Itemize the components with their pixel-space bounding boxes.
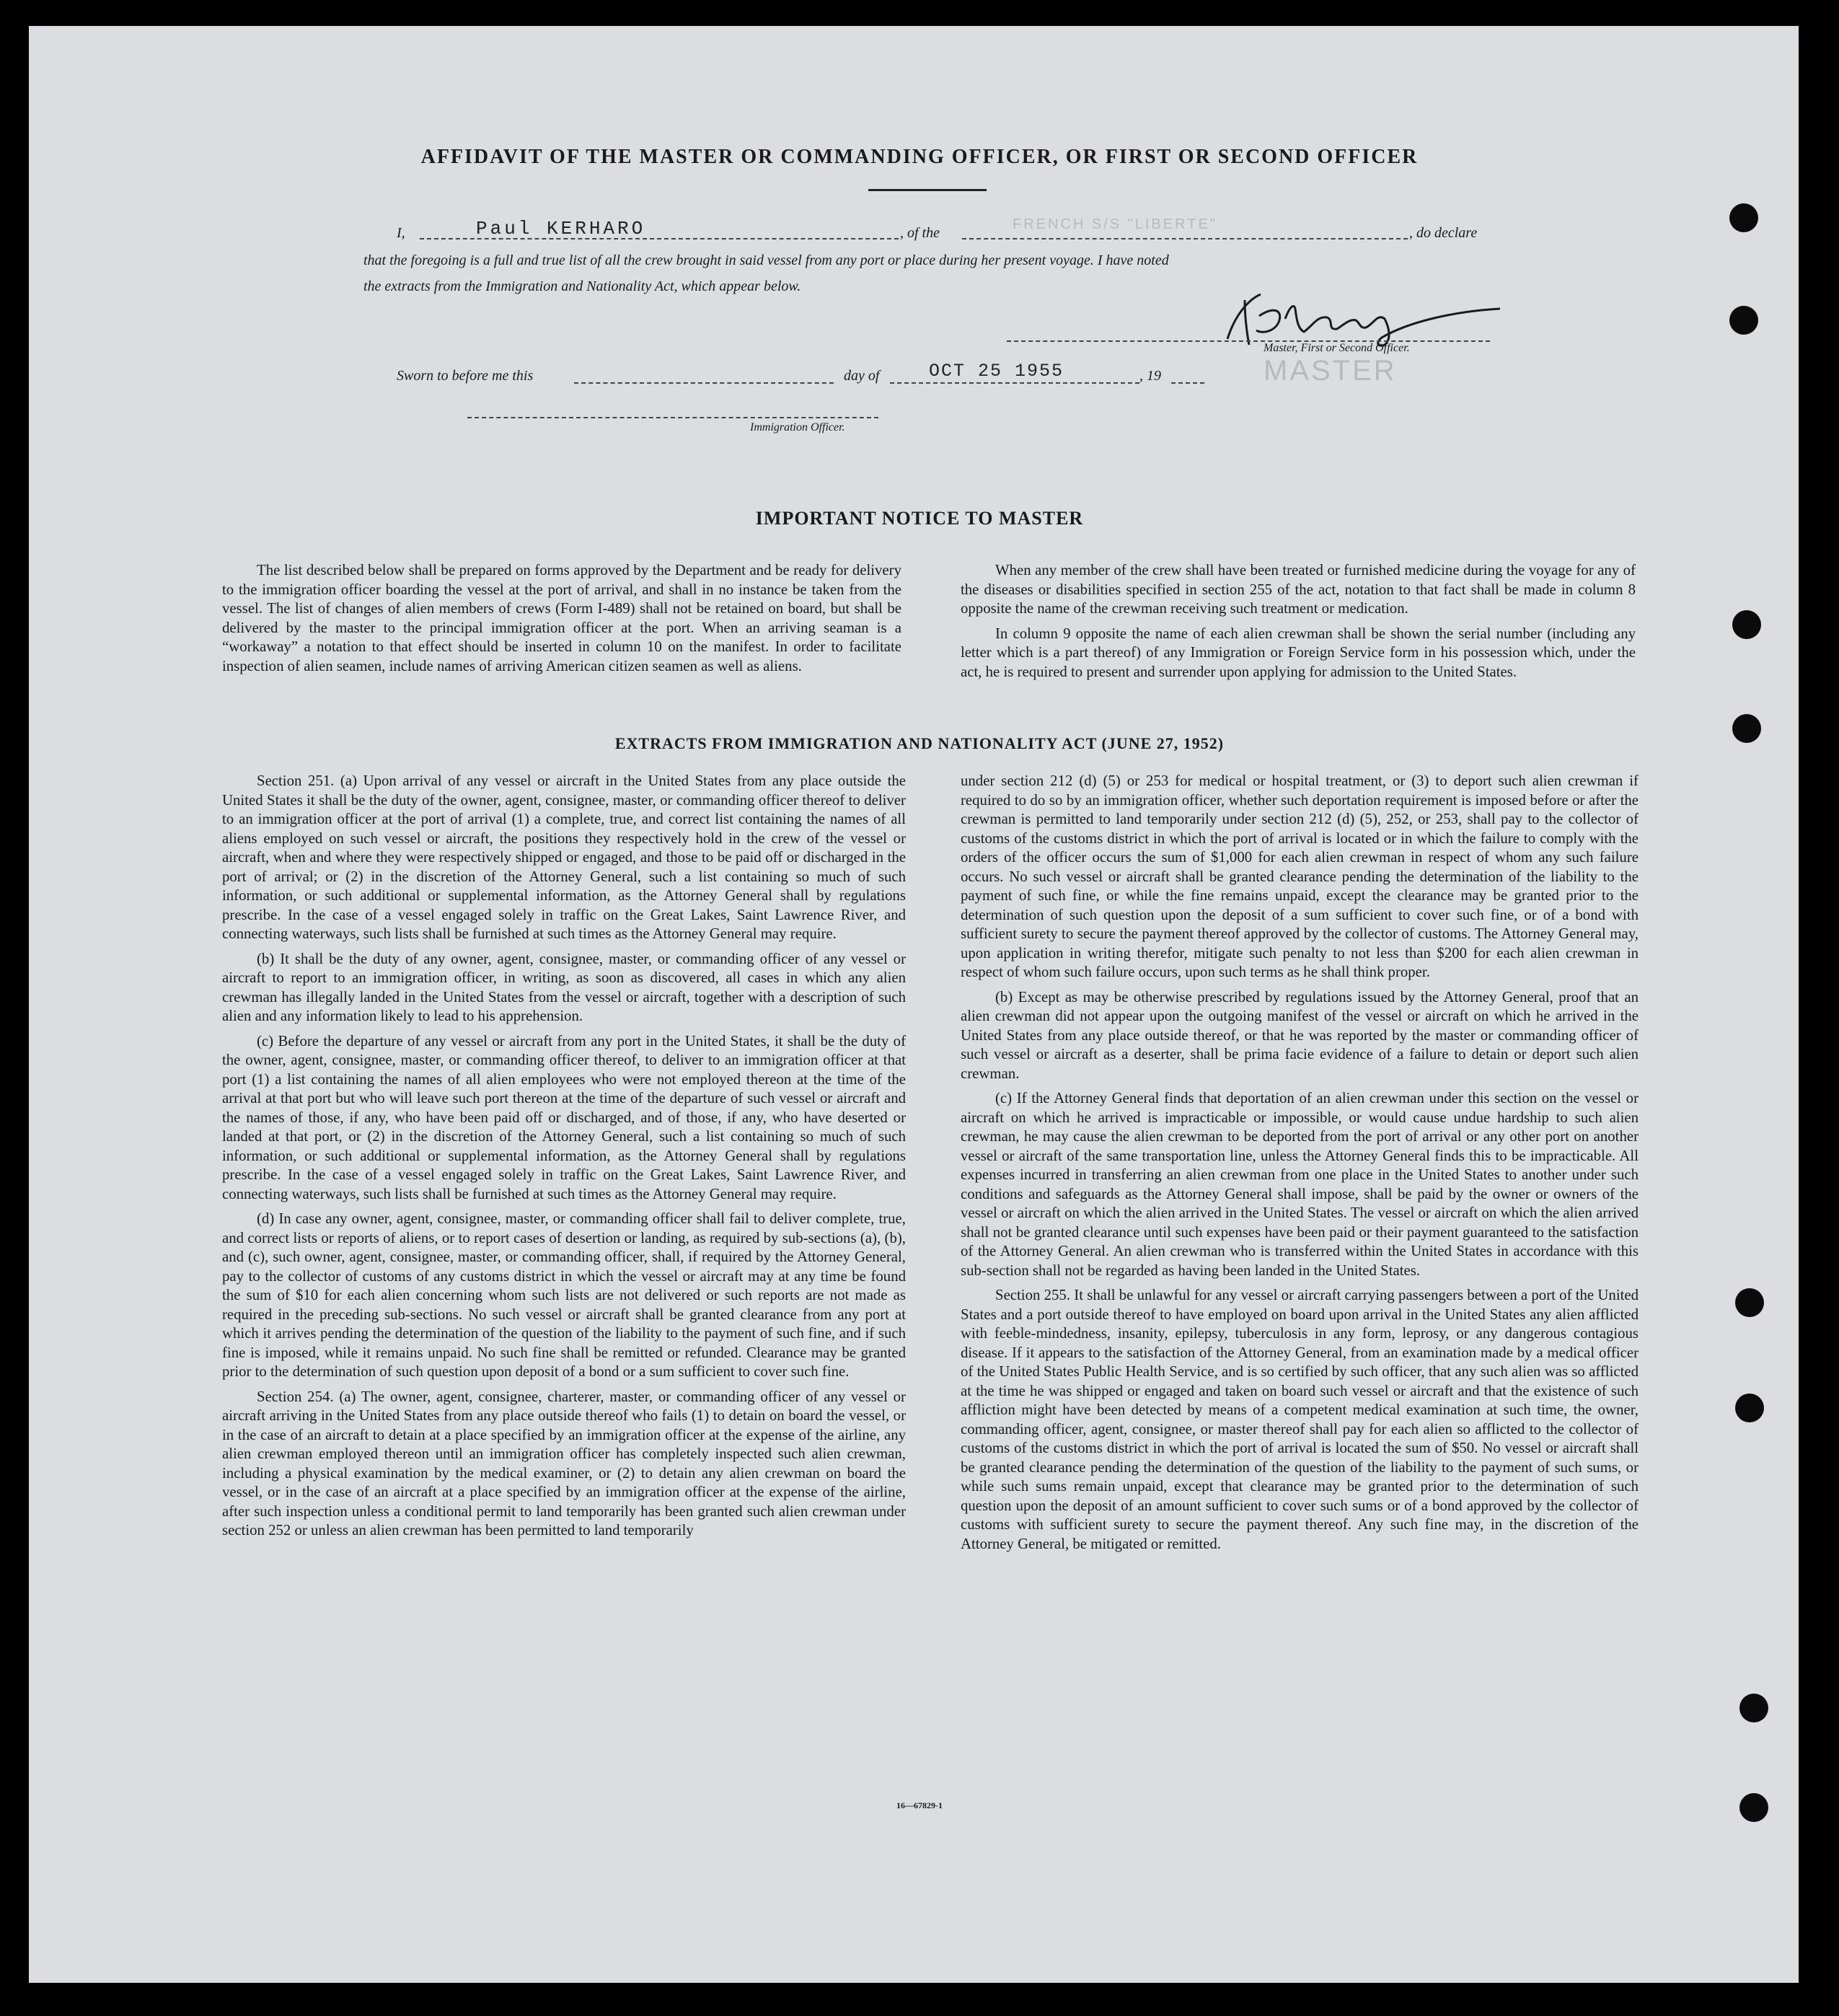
officer-caption: Immigration Officer. [750,421,845,433]
day-of-label: day of [844,368,880,384]
statute-paragraph: (c) Before the departure of any vessel or aircraft from any port in the United States, it shall be the duty of the owner, agent, consignee, master, or commanding officer thereof, to deliver to an immigration officer at that port (1) a list containing the names of all alien employees who were not employed thereon at the time of the arrival at that port but who will leave such port thereon at the time of the departure of such vessel or aircraft and the names of those, if any, who have been paid off or discharged, and of those, if any, who have deserted or landed at that port, or (2) in the discretion of the Attorney General, such a list containing so much of such information, or such additional or supplemental information, as the Attorney General shall by regulations prescribe. In the case of a vessel engaged solely in traffic on the Great Lakes, Saint Lawrence River, and connecting waterways, such lists shall be furnished at such times as the Attorney General may require. [222,1032,906,1202]
binder-hole [1739,1694,1768,1722]
affidavit-title: AFFIDAVIT OF THE MASTER OR COMMANDING OFFICER, OR FIRST OR SECOND OFFICER [420,146,1419,168]
year-label: , 19 [1139,368,1161,384]
sworn-day-line [574,382,834,384]
do-declare-label: , do declare [1409,225,1478,241]
binder-hole [1735,1394,1764,1422]
affidavit-text-line2: the extracts from the Immigration and Nationality Act, which appear below. [363,278,801,294]
binder-hole [1732,610,1761,639]
year-line [1171,382,1204,384]
of-the-label: , of the [900,225,940,241]
sworn-label: Sworn to before me this [397,368,534,384]
extracts-title: EXTRACTS FROM IMMIGRATION AND NATIONALITY ACT (JUNE 27, 1952) [614,734,1225,752]
extracts-right-column [961,772,1639,1559]
binder-hole [1735,1288,1764,1317]
extracts-left-column [222,772,906,1546]
binder-hole [1729,203,1758,232]
i-label: I, [397,225,405,241]
form-code: 16—67829-1 [896,1800,943,1810]
notice-paragraph: In column 9 opposite the name of each alien crewman shall be shown the serial number (including any letter which is a part thereof) of any Immigration or Foreign Service form in his possession which, under the act, he is required to present and surrender upon applying for admission to the United States. [961,625,1636,680]
statute-paragraph: (b) Except as may be otherwise prescribed by regulations issued by the Attorney General, proof that an alien crewman did not appear upon the outgoing manifest of the vessel or aircraft on which he arrived in the United States from any place outside thereof, or that he was reported by the master or commanding officer of such vessel or aircraft as a deserter, shall be prima facie evidence of a failure to detain or deport such alien crewman. [961,988,1639,1082]
notice-paragraph: The list described below shall be prepared on forms approved by the Department and be ready for delivery to the immigration officer boarding the vessel at the port of arrival, and shall in no instance be taken from the vessel. The list of changes of alien members of crews (Form I-489) shall not be retained on board, but shall be delivered by the master to the principal immigration officer at the port. When an arriving seaman is a “workaway” a notation to that effect should be inserted in column 10 on the manifest. In order to facilitate inspection of alien seamen, include names of arriving American citizen seamen as well as aliens. [222,562,901,674]
statute-paragraph: Section 254. (a) The owner, agent, consignee, charterer, master, or commanding officer of any vessel or aircraft arriving in the United States from any place outside thereof who fails (1) to detain on board the vessel, or in the case of an aircraft to detain at a place specified by an immigration officer at the expense of the airline, any alien crewman employed thereon until an immigration officer has completely inspected such alien crewman, including a physical examination by the medical examiner, or (2) to detain any alien crewman on board the vessel, or in the case of an aircraft at a place specified by an immigration officer at the expense of the airline, after such inspection unless a conditional permit to land temporarily has been granted such alien crewman under section 252 or unless an alien crewman has been permitted to land temporarily [222,1388,906,1539]
statute-paragraph: (c) If the Attorney General finds that deportation of an alien crewman under this section on the vessel or aircraft on which he arrived is impracticable or impossible, or would cause undue hardship to such alien crewman, he may cause the alien crewman to be deported from the port of arrival or any other port on another vessel or aircraft of the same transportation line, unless the Attorney General finds this to be impracticable. All expenses incurred in transferring an alien crewman from one place in the United States to another under such conditions and safeguards as the Attorney General shall impose, shall be paid by the owner or owners of the vessel or aircraft on which the alien arrived in the United States. The vessel or aircraft on which the alien arrived shall not be granted clearance until such expenses have been paid or their payment guaranteed to the satisfaction of the Attorney General. An alien crewman who is transferred within the United States in accordance with this sub-section shall not be regarded as having been landed in the United States. [961,1090,1639,1279]
statute-paragraph: Section 255. It shall be unlawful for any vessel or aircraft carrying passengers between a port of the United States and a port outside thereof to have employed on board upon arrival in the United States any alien afflicted with feeble-mindedness, insanity, epilepsy, tuberculosis in any form, leprosy, or any dangerous contagious disease. If it appears to the satisfaction of the Attorney General, from an examination made by a medical officer of the United States Public Health Service, and is so certified by such officer, that any such alien was so afflicted at the time he was shipped or engaged and taken on board such vessel or aircraft and that the existence of such affliction might have been detected by means of a competent medical examination at such time, the owner, commanding officer, agent, consignee, or master thereof shall pay for each alien so afflicted to the collector of customs of the customs district in which the port of arrival is located the sum of $50. No vessel or aircraft shall be granted clearance pending the determination of the question of the liability to the payment of such sums, or while such sums remain unpaid, except that clearance may be granted prior to the determination of such question upon the deposit of an amount sufficient to cover such sums or of a bond approved by the collector of customs with sufficient surety to secure the payment thereof. Any such fine may, in the discretion of the Attorney General, be mitigated or remitted. [961,1287,1639,1552]
officer-signature-line [467,417,878,418]
title-underline [868,189,987,191]
notice-left-column [222,561,901,682]
notice-paragraph: When any member of the crew shall have been treated or furnished medicine during the voyage for any of the diseases or disabilities specified in section 255 of the act, notation to that fact shall be made in column 8 opposite the name of the crewman receiving such treatment or medication. [961,562,1636,617]
statute-paragraph: (b) It shall be the duty of any owner, agent, consignee, master, or commanding officer of any vessel or aircraft to report to an immigration officer, in writing, as soon as discovered, all cases in which any alien crewman has illegally landed in the United States from the vessel or aircraft, together with a description of such alien and any information likely to lead to his apprehension. [222,950,906,1024]
declarant-name[interactable]: Paul KERHARO [476,218,646,239]
signature-caption: Master, First or Second Officer. [1264,342,1410,354]
affidavit-text-line1: that the foregoing is a full and true list of all the crew brought in said vessel from any port or place during her present voyage. I have noted [363,252,1169,268]
sworn-month-line [890,382,1139,384]
vessel-line [962,238,1408,239]
master-stamp: MASTER [1264,355,1397,387]
statute-paragraph: (d) In case any owner, agent, consignee, master, or commanding officer shall fail to deliver complete, true, and correct lists or reports of aliens, or to report cases of desertion or landing, as required by sub-sections (a), (b), and (c), such owner, agent, consignee, master, or commanding officer, shall, if required by the Attorney General, pay to the collector of customs of any customs district in which the vessel or aircraft may at any time be found the sum of $10 for each alien concerning whom such lists are not delivered or such reports are not made as required in the preceding sub-sections. No such vessel or aircraft shall be granted clearance from any port at which it arrives pending the determination of the question of the liability to the payment of such fine, and if such fine is imposed, while it remains unpaid. No such fine shall be remitted or refunded. Clearance may be granted prior to the determination of such question upon deposit of a bond or a sum sufficient to cover such fine. [222,1210,906,1380]
statute-paragraph: Section 251. (a) Upon arrival of any vessel or aircraft in the United States from any place outside the United States it shall be the duty of the owner, agent, consignee, master, or commanding officer thereof to deliver to an immigration officer at the port of arrival (1) a complete, true, and correct list containing the names of all aliens employed on such vessel or aircraft, the positions they respectively hold in the crew of the vessel or aircraft, when and where they were respectively shipped or engaged, and those to be paid off or discharged in the port of arrival; or (2) in the discretion of the Attorney General, such a list containing so much of such information, or such additional or supplemental information, as the Attorney General shall by regulations prescribe. In the case of a vessel engaged solely in traffic on the Great Lakes, Saint Lawrence River, and connecting waterways, such lists shall be furnished at such times as the Attorney General may require. [222,772,906,942]
notice-title: IMPORTANT NOTICE TO MASTER [755,508,1084,529]
binder-hole [1729,306,1758,335]
statute-paragraph: under section 212 (d) (5) or 253 for medical or hospital treatment, or (3) to deport such alien crewman if required to do so by an immigration officer, whether such deportation requirement is imposed before or after the crewman is permitted to land temporarily under section 212 (d) (5), 252, or 253, shall pay to the collector of customs of the customs district in which the port of arrival is located or in which the failure to comply with the orders of the officer occurs the sum of $1,000 for each alien crewman in respect of whom any such failure occurs. No such vessel or aircraft shall be granted clearance pending the determination of the liability to the payment of such fine, or while the fine remains unpaid, except the clearance may be granted prior to the determination of such question upon the deposit of a sum sufficient to cover such fine, or of a bond with sufficient surety to secure the payment thereof approved by the collector of customs. The Attorney General may, upon application in writing therefor, mitigate such penalty to not less than $200 for each alien crewman in respect of whom such failure occurs, upon such terms as he shall think proper. [961,772,1639,980]
vessel-name[interactable]: FRENCH S/S "LIBERTE" [1013,216,1217,232]
sworn-date-stamp[interactable]: OCT 25 1955 [929,361,1064,382]
signature-line [1007,340,1490,342]
notice-right-column [961,561,1636,687]
